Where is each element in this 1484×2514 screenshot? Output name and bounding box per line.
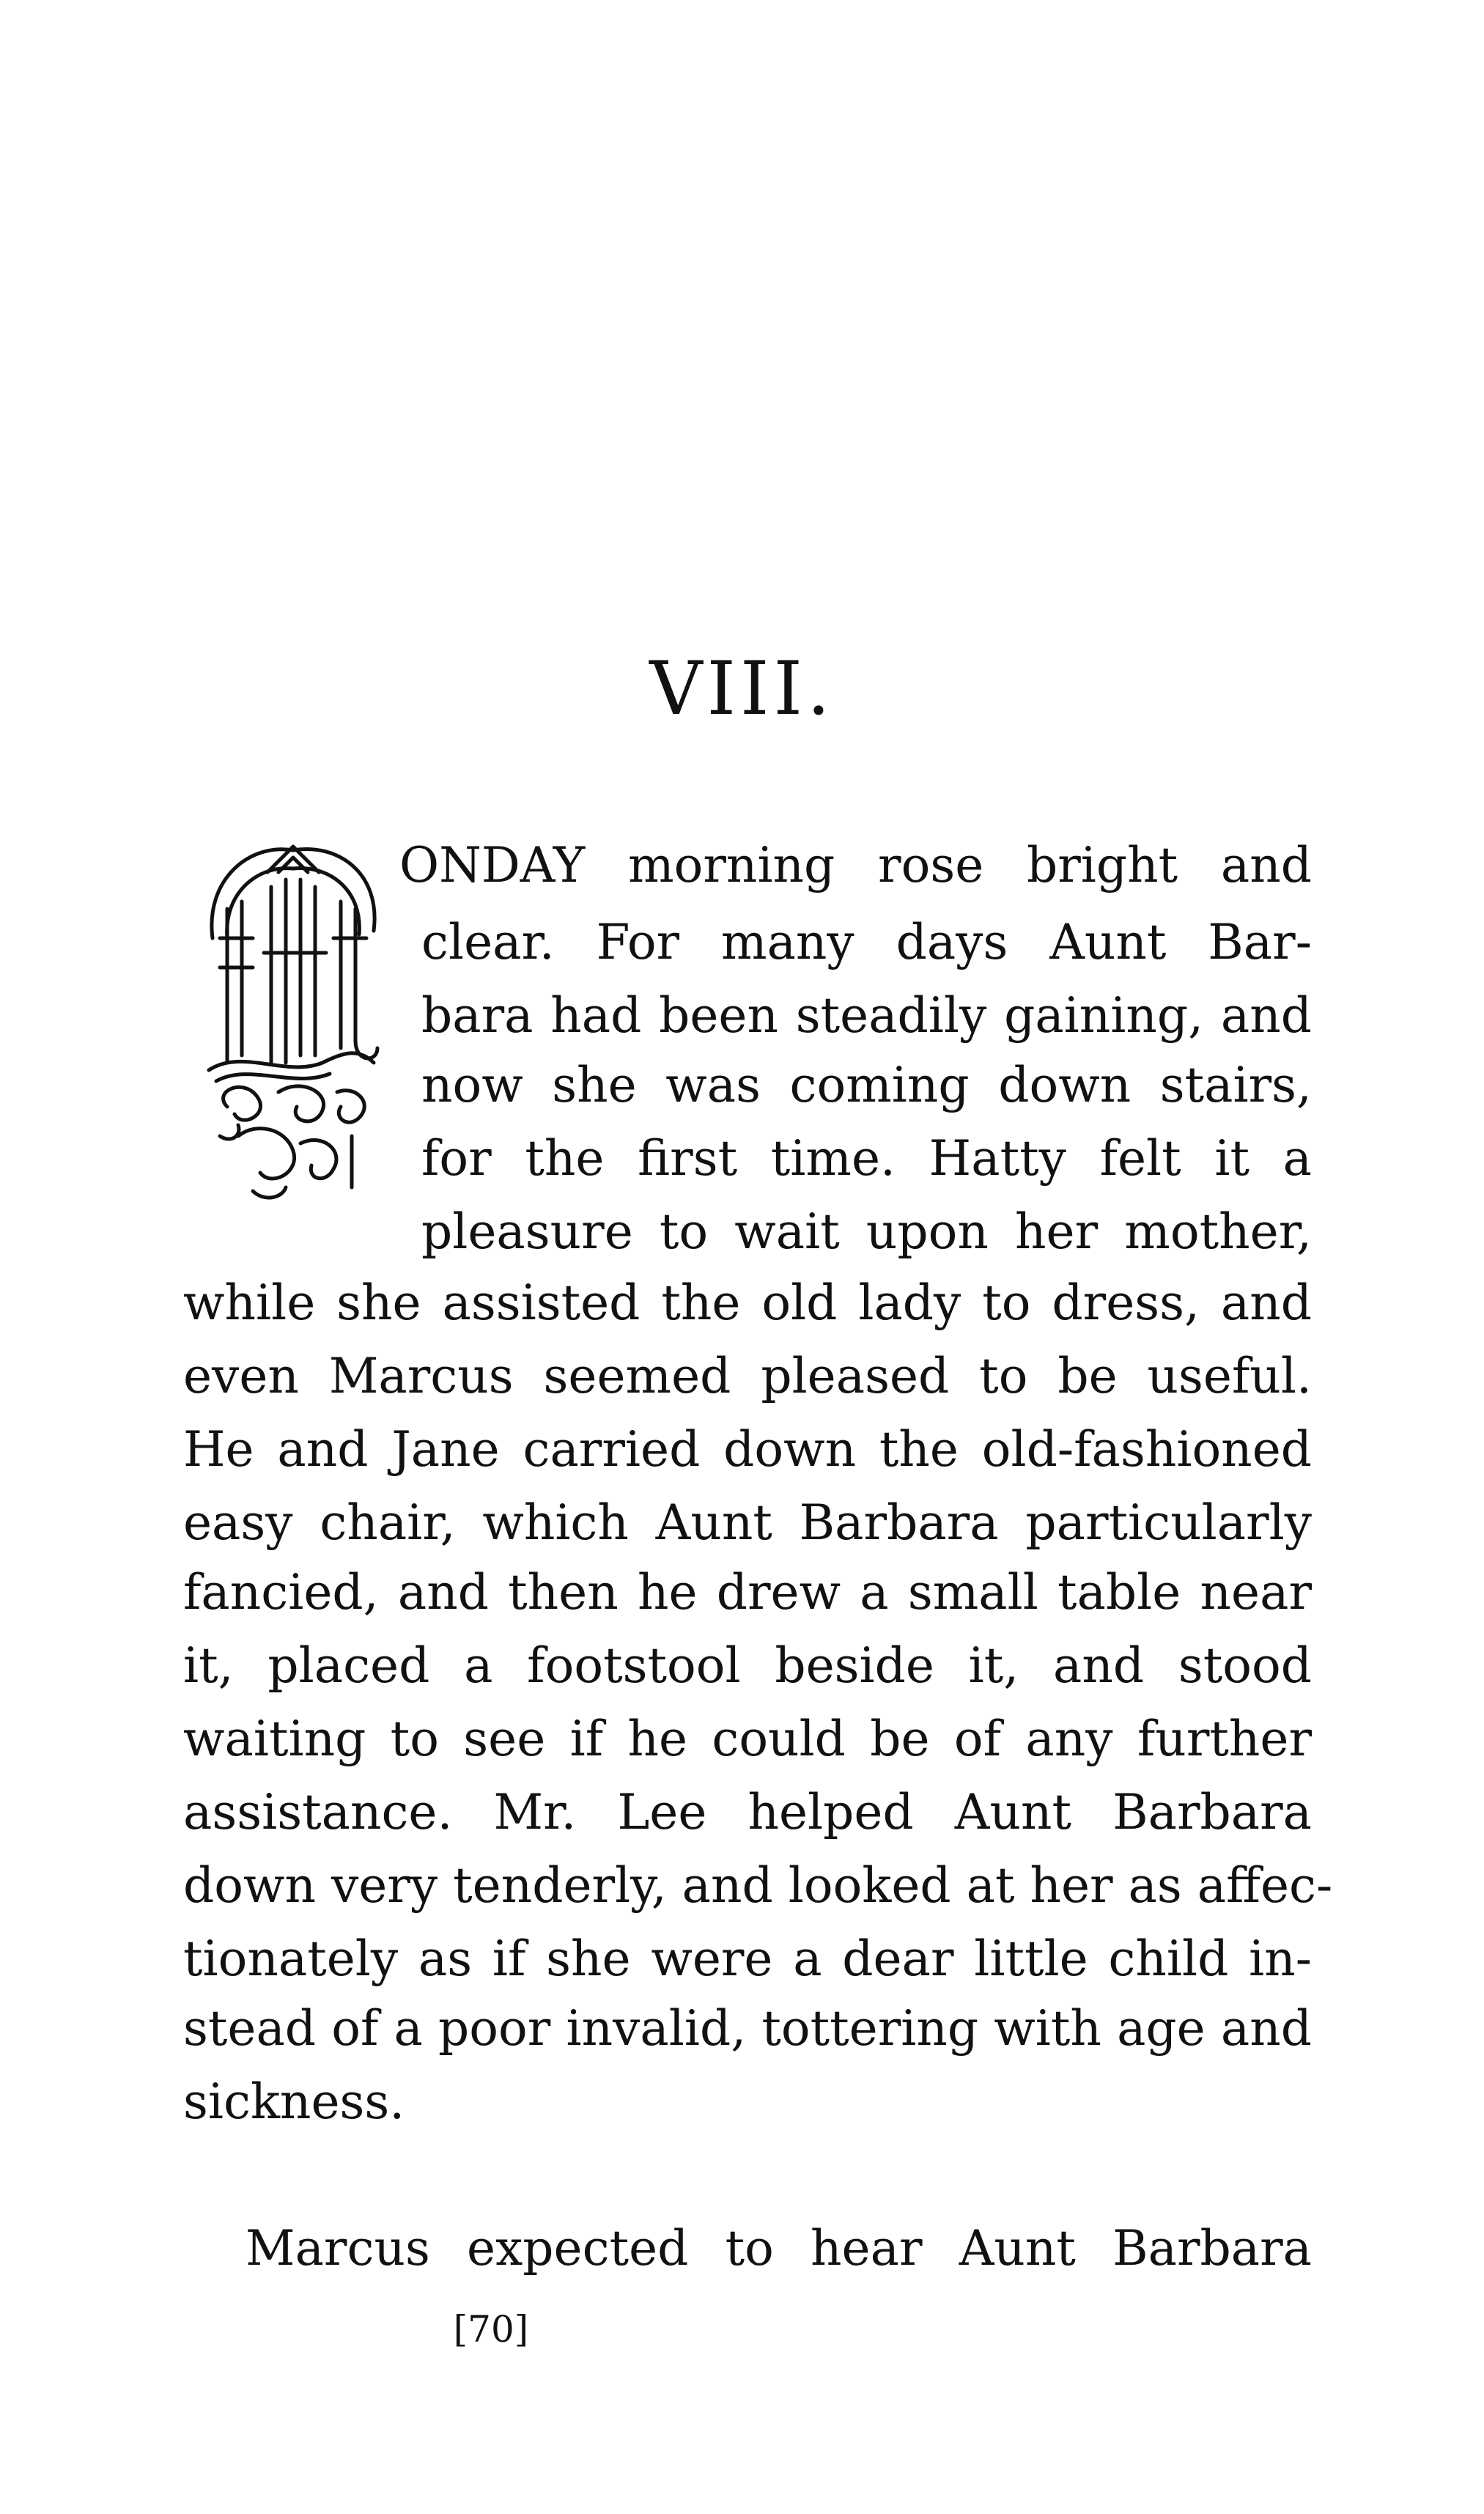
text-line: waiting to see if he could be of any further bbox=[183, 1711, 1312, 1767]
text-line: Marcus expected to hear Aunt Barbara bbox=[246, 2220, 1312, 2277]
page-number: [70] bbox=[453, 2308, 529, 2351]
text-line: He and Jane carried down the old-fashioned bbox=[183, 1421, 1312, 1478]
text-line: clear. For many days Aunt Bar- bbox=[421, 914, 1312, 970]
text-line: fancied, and then he drew a small table near bbox=[183, 1564, 1312, 1621]
text-line: stead of a poor invalid, tottering with age and bbox=[183, 2000, 1312, 2057]
text-line: tionately as if she were a dear little child in- bbox=[183, 1931, 1312, 1987]
text-line: even Marcus seemed pleased to be useful. bbox=[183, 1348, 1312, 1404]
text-line: down very tenderly, and looked at her as affec- bbox=[183, 1857, 1333, 1914]
text-line: while she assisted the old lady to dress, and bbox=[183, 1275, 1312, 1331]
text-line: easy chair, which Aunt Barbara particularly bbox=[183, 1494, 1312, 1551]
text-line: bara had been steadily gaining, and bbox=[421, 987, 1312, 1044]
text-line: pleasure to wait upon her mother, bbox=[421, 1203, 1312, 1260]
chapter-number: VIII. bbox=[649, 646, 835, 731]
text-line: assistance. Mr. Lee helped Aunt Barbara bbox=[183, 1784, 1312, 1840]
text-line: for the first time. Hatty felt it a bbox=[421, 1130, 1312, 1187]
text-line: sickness. bbox=[183, 2074, 405, 2130]
ornamental-dropcap-m bbox=[198, 828, 388, 1209]
text-line: now she was coming down stairs, bbox=[421, 1057, 1312, 1113]
text-line: ONDAY morning rose bright and bbox=[399, 837, 1312, 893]
text-line: it, placed a footstool beside it, and stood bbox=[183, 1637, 1312, 1694]
